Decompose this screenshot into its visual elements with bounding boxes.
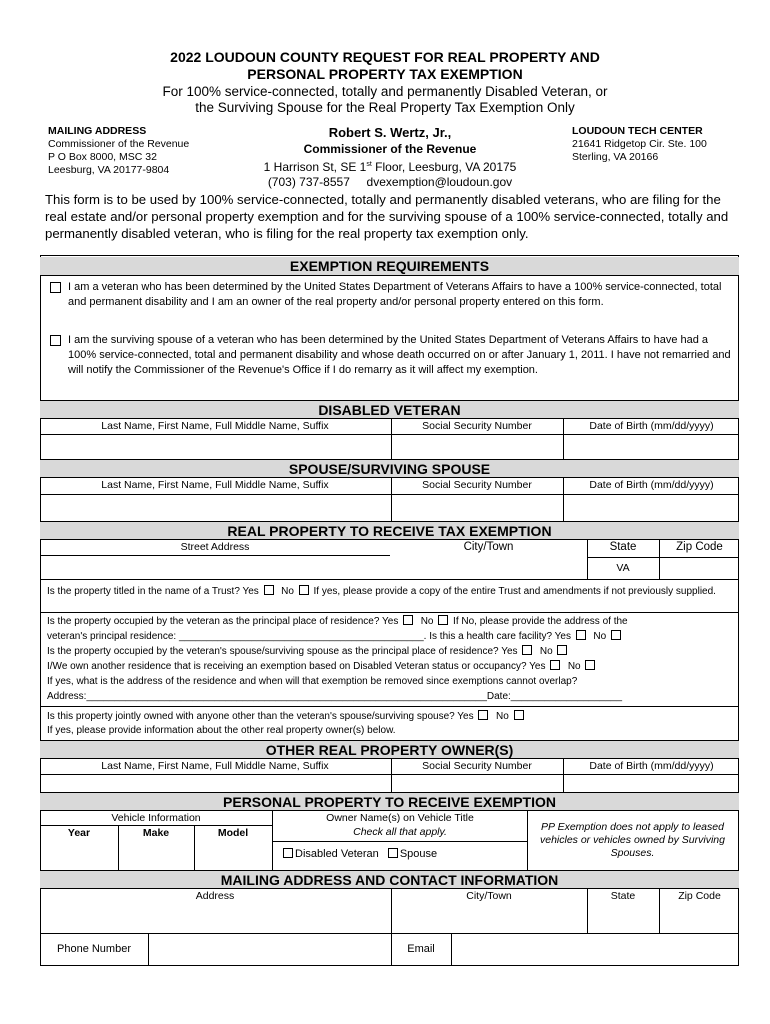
commissioner-address: 1 Harrison St, SE 1st Floor, Leesburg, VA 20175 [263,160,517,174]
owner-spouse-checkbox[interactable] [388,848,398,858]
other-residence-no-checkbox[interactable] [585,660,595,670]
commissioner-phone: (703) 737-8557 [267,175,350,189]
mailing-address-line: Leesburg, VA 20177-9804 [48,164,170,176]
trust-question: Is the property titled in the name of a Trust? Yes No If yes, please provide a copy of the entire Trust and amendments if not previously supplied. [47,586,716,597]
veteran-dob-input[interactable] [564,435,738,458]
contact-state-input[interactable] [588,905,658,932]
real-property-zip-label: Zip Code [676,541,723,553]
vehicle-year-label: Year [67,827,91,839]
contact-address-input[interactable] [41,905,390,932]
contact-city-label: City/Town [466,890,512,902]
trust-yes-checkbox[interactable] [264,585,274,595]
spouse-name-input[interactable] [41,495,390,520]
occupied-spouse-no-checkbox[interactable] [557,645,567,655]
other-owner-dob-label: Date of Birth (mm/dd/yyyy) [589,760,714,772]
real-property-city-input[interactable] [391,556,586,578]
phone-label: Phone Number [57,943,131,955]
tech-center-line: 21641 Ridgetop Cir. Ste. 100 [572,138,707,150]
form-title-line1: 2022 LOUDOUN COUNTY REQUEST FOR REAL PROPERTY AND [170,49,600,65]
spouse-name-label: Last Name, First Name, Full Middle Name, Suffix [101,479,329,491]
tech-center-block [572,125,742,164]
owner-check-label: Check all that apply. [353,826,447,838]
spouse-dob-input[interactable] [564,495,738,520]
owner-options: Disabled Veteran Spouse [281,848,437,861]
other-residence-yes-checkbox[interactable] [550,660,560,670]
mailing-address-line: Commissioner of the Revenue [48,138,190,150]
veteran-name-label: Last Name, First Name, Full Middle Name, Suffix [101,420,329,432]
veteran-ssn-label: Social Security Number [422,420,532,432]
vehicle-year-input[interactable] [41,841,117,869]
intro-paragraph: This form is to be used by 100% service-connected, totally and permanently disabled veterans, who are filing for the real estate and/or personal property exemption and for the surviving spouse of a 100% service-connected, totally and permanently disabled veteran, who is filing for the real property tax exemption only. [45,192,729,241]
occupied-veteran-no-checkbox[interactable] [438,615,448,625]
commissioner-name: Robert S. Wertz, Jr., [328,125,452,140]
joint-owned-no-checkbox[interactable] [514,710,524,720]
tech-center-line: Sterling, VA 20166 [572,151,659,163]
form-subtitle-line2: the Surviving Spouse for the Real Property Tax Exemption Only [195,100,575,115]
spouse-header: SPOUSE/SURVIVING SPOUSE [40,459,739,478]
real-property-header: REAL PROPERTY TO RECEIVE TAX EXEMPTION [40,521,739,540]
personal-property-header: PERSONAL PROPERTY TO RECEIVE EXEMPTION [40,792,739,811]
vehicle-info-label: Vehicle Information [111,812,201,824]
other-owner-name-label: Last Name, First Name, Full Middle Name, Suffix [101,760,329,772]
real-property-state-label: State [609,541,637,553]
real-property-zip-input[interactable] [660,558,738,578]
requirement-spouse [48,333,733,378]
owner-disabled-veteran-checkbox[interactable] [283,848,293,858]
real-property-state-value: VA [616,562,630,574]
real-property-street-input[interactable] [41,556,390,578]
contact-info-header: MAILING ADDRESS AND CONTACT INFORMATION [40,870,739,889]
other-owner-ssn-label: Social Security Number [422,760,532,772]
form-title-line2: PERSONAL PROPERTY TAX EXEMPTION [247,66,523,82]
exemption-requirements-header: EXEMPTION REQUIREMENTS [40,257,739,276]
mailing-address-heading: MAILING ADDRESS [48,125,147,137]
veteran-requirement-checkbox[interactable] [50,282,61,293]
trust-no-checkbox[interactable] [299,585,309,595]
mailing-address-block [48,125,228,177]
other-residence-address-line[interactable]: Address:________________________________________________________________________Date:____________________ [47,691,623,702]
health-care-yes-checkbox[interactable] [576,630,586,640]
real-property-city-label: City/Town [463,541,514,553]
spouse-ssn-input[interactable] [392,495,562,520]
contact-city-input[interactable] [392,905,586,932]
pp-exemption-note: PP Exemption does not apply to leased vehicles or vehicles owned by Surviving Spouses. [539,821,725,859]
spouse-requirement-checkbox[interactable] [50,335,61,346]
veteran-ssn-input[interactable] [392,435,562,458]
veteran-name-input[interactable] [41,435,390,458]
commissioner-block [220,125,560,190]
commissioner-role: Commissioner of the Revenue [303,142,477,156]
other-owner-dob-input[interactable] [564,775,738,792]
joint-ownership-question: Is this property jointly owned with anyone other than the veteran's spouse/surviving spouse? Yes No If yes, please provide information about the other real property owner(s) below. [47,710,737,737]
vehicle-model-label: Model [217,827,249,839]
requirement-spouse-text: I am the surviving spouse of a veteran who has been determined by the United States Department of Veterans Affairs to have had a 100% service-connected, total and permanent disability and whose death occurred on or after January 1, 2011. I have not remarried and will notify the Commissioner of the Revenue's Office if I do remarry as it will affect my exemption. [68,334,731,376]
veteran-dob-label: Date of Birth (mm/dd/yyyy) [589,420,714,432]
disabled-veteran-header: DISABLED VETERAN [40,400,739,419]
email-input[interactable] [452,934,738,965]
contact-address-label: Address [195,890,235,902]
vehicle-model-input[interactable] [195,841,271,869]
real-property-street-label: Street Address [180,541,250,553]
occupied-veteran-yes-checkbox[interactable] [403,615,413,625]
contact-zip-label: Zip Code [678,890,721,902]
commissioner-contact [220,175,560,190]
form-subtitle-line1: For 100% service-connected, totally and permanently Disabled Veteran, or [162,84,608,99]
occupancy-questions: Is the property occupied by the veteran as the principal place of residence? Yes No If No, please provide the address of the veteran's principal residence: ____________________________________________. Is this a health care facility? Yes No Is the property occupied by the veteran's spouse/surviving spouse as the principal place of residence? Yes No I/We own another residence that is receiving an exemption based on Disabled Veteran status or occupancy? Yes No If yes, what is the address of the residence and when will that exemption be removed since exemptions cannot overlap? Address:________________________________________________________________________Date:____________________ [47,615,737,703]
mailing-address-line: P O Box 8000, MSC 32 [48,151,157,163]
email-label: Email [407,943,435,955]
requirement-veteran-text: I am a veteran who has been determined by the United States Department of Veterans Affairs to have a 100% service-connected, total and permanent disability and I am an owner of the real property and/or personal property entered on this form. [68,281,722,308]
other-owner-ssn-input[interactable] [392,775,562,792]
phone-input[interactable] [149,934,390,965]
vehicle-make-input[interactable] [119,841,193,869]
contact-state-label: State [610,890,636,902]
joint-owned-yes-checkbox[interactable] [478,710,488,720]
occupied-spouse-yes-checkbox[interactable] [522,645,532,655]
health-care-no-checkbox[interactable] [611,630,621,640]
other-owners-header: OTHER REAL PROPERTY OWNER(S) [40,740,739,759]
spouse-dob-label: Date of Birth (mm/dd/yyyy) [589,479,714,491]
spouse-ssn-label: Social Security Number [422,479,532,491]
tech-center-heading: LOUDOUN TECH CENTER [572,125,703,137]
contact-zip-input[interactable] [660,905,738,932]
other-owner-name-input[interactable] [41,775,390,792]
owner-title-label: Owner Name(s) on Vehicle Title [326,812,474,824]
requirement-veteran [48,280,733,310]
commissioner-email[interactable]: dvexemption@loudoun.gov [366,175,513,189]
vehicle-make-label: Make [142,827,170,839]
